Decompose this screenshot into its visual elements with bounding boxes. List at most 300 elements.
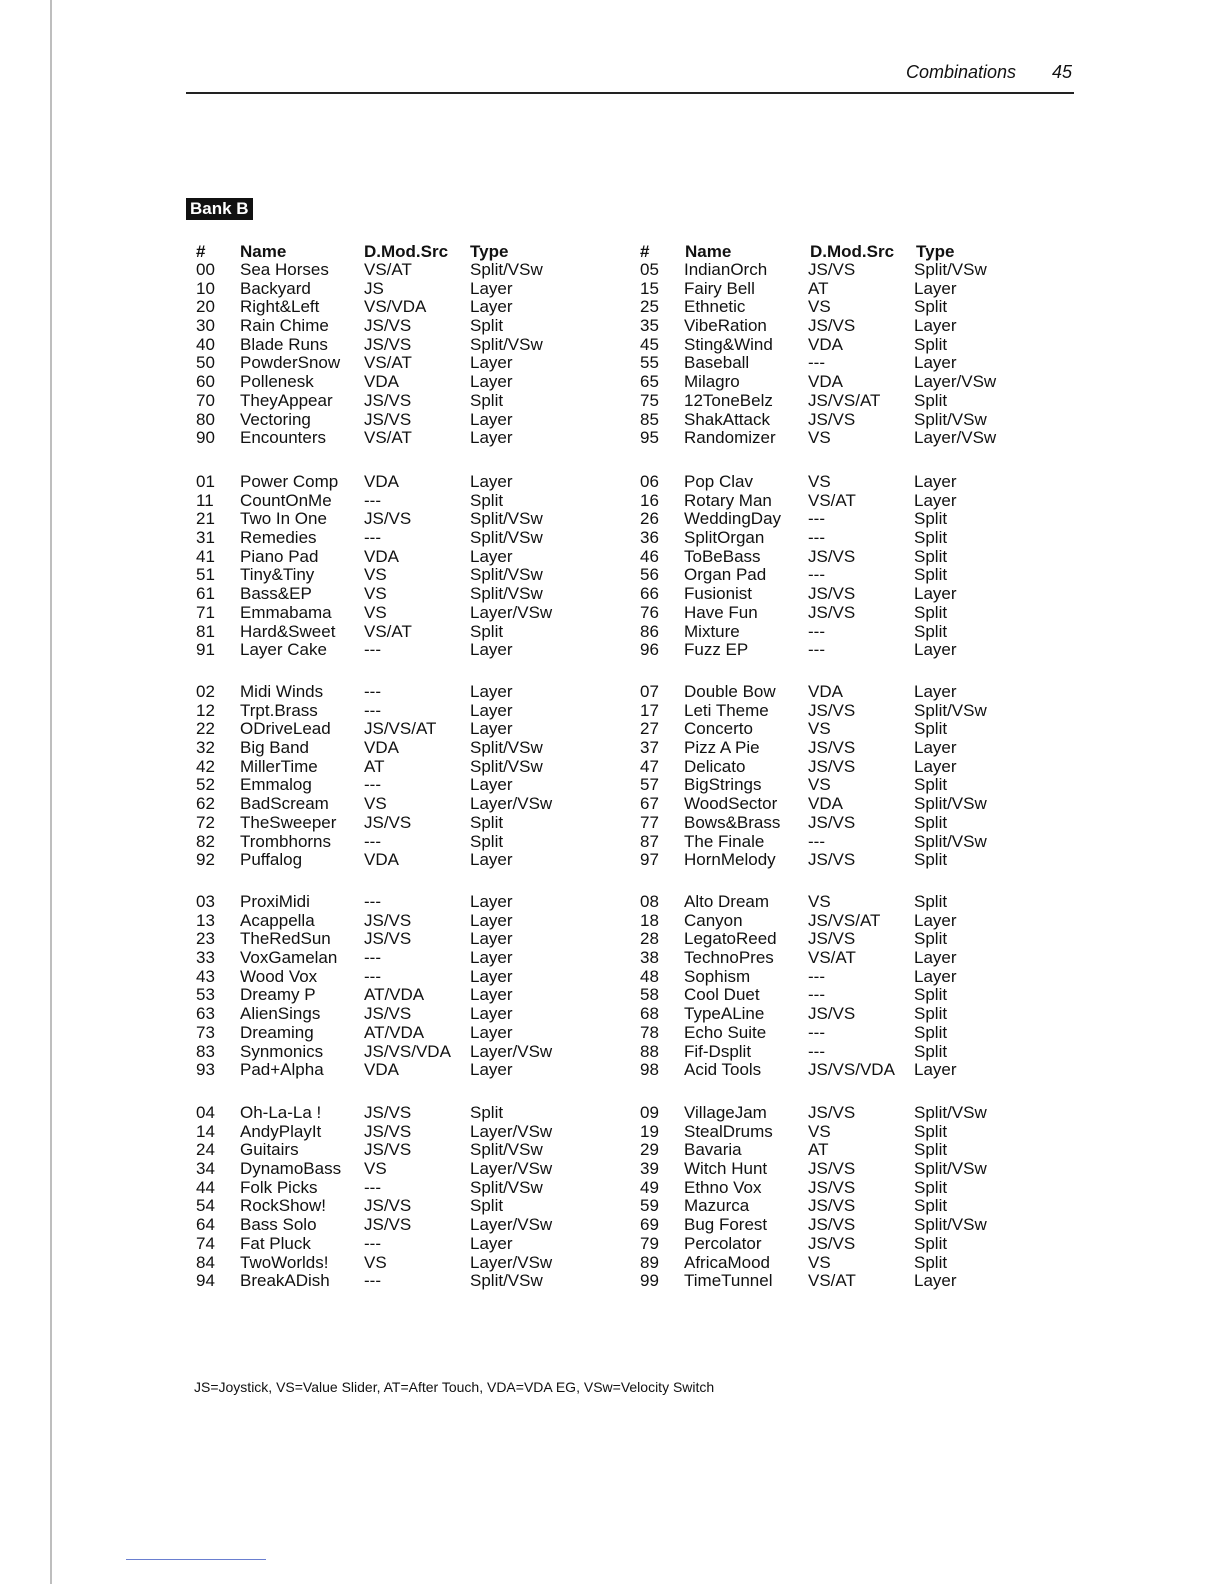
combi-type: Split <box>914 390 948 410</box>
combi-number: 27 <box>640 719 659 739</box>
combi-type: Layer <box>914 472 957 491</box>
combi-type: Layer/VSw <box>470 1121 553 1141</box>
table-row <box>640 1216 1040 1235</box>
mod-source: VS <box>808 428 831 448</box>
combi-number: 15 <box>640 278 659 298</box>
combi-number: 64 <box>196 1215 215 1235</box>
table-row <box>196 548 596 567</box>
table-row <box>640 912 1040 931</box>
combi-name: TechnoPres <box>684 948 774 968</box>
combi-number: 90 <box>196 428 215 448</box>
table-row <box>640 298 1040 317</box>
combi-name: Leti Theme <box>684 700 769 720</box>
combi-type: Split <box>914 602 948 622</box>
combi-name: Fif-Dsplit <box>684 1041 752 1061</box>
table-row <box>640 683 1040 702</box>
table-row <box>196 280 596 299</box>
table-row <box>196 492 596 511</box>
combi-number: 82 <box>196 831 215 851</box>
table-row <box>196 585 596 604</box>
mod-source: JS/VS/AT <box>808 910 881 930</box>
combi-number: 58 <box>640 985 659 1005</box>
combi-name: IndianOrch <box>684 260 768 279</box>
right-header-src: D.Mod.Src <box>810 242 895 261</box>
table-row <box>640 585 1040 604</box>
mod-source: VS <box>364 565 387 585</box>
table-row <box>196 510 596 529</box>
combi-number: 04 <box>196 1103 215 1122</box>
combi-type: Split <box>914 546 948 566</box>
mod-source: JS/VS <box>364 812 412 832</box>
combi-type: Split <box>914 1022 948 1042</box>
table-row <box>640 280 1040 299</box>
combi-type: Layer <box>470 966 513 986</box>
combi-name: BadScream <box>240 794 329 814</box>
table-row <box>640 1141 1040 1160</box>
table-row <box>196 623 596 642</box>
combi-name: ShakAttack <box>684 409 770 429</box>
combi-number: 13 <box>196 910 215 930</box>
combi-name: Layer Cake <box>240 640 327 660</box>
table-row <box>196 298 596 317</box>
combi-type: Layer <box>914 1271 957 1291</box>
mod-source: --- <box>808 640 825 660</box>
combi-type: Layer/VSw <box>470 602 553 622</box>
combi-type: Layer <box>914 948 957 968</box>
table-row <box>640 641 1040 660</box>
combi-type: Layer <box>470 850 513 870</box>
combi-type: Split <box>914 775 948 795</box>
mod-source: JS/VS <box>808 738 856 758</box>
combi-number: 34 <box>196 1159 215 1179</box>
combi-type: Layer <box>914 910 957 930</box>
combi-name: PowderSnow <box>240 353 341 373</box>
combi-name: Trpt.Brass <box>240 700 318 720</box>
combi-type: Split/VSw <box>470 334 543 354</box>
table-row <box>640 510 1040 529</box>
mod-source: JS/VS/AT <box>808 390 881 410</box>
combi-type: Split <box>470 1103 504 1122</box>
combi-type: Split/VSw <box>914 1103 987 1122</box>
combi-number: 22 <box>196 719 215 739</box>
combi-number: 91 <box>196 640 215 660</box>
combi-name: Echo Suite <box>684 1022 767 1042</box>
mod-source: --- <box>364 775 381 795</box>
table-row <box>640 758 1040 777</box>
combi-type: Split <box>470 490 504 510</box>
table-row <box>640 720 1040 739</box>
combi-number: 80 <box>196 409 215 429</box>
combi-name: VillageJam <box>684 1103 767 1122</box>
combi-name: Acid Tools <box>684 1060 762 1080</box>
mod-source: JS/VS <box>808 1233 856 1253</box>
mod-source: --- <box>808 985 825 1005</box>
combi-type: Split/VSw <box>470 1177 543 1197</box>
table-row <box>640 548 1040 567</box>
table-row <box>196 720 596 739</box>
combi-type: Split/VSw <box>914 700 987 720</box>
combi-number: 70 <box>196 390 215 410</box>
combi-type: Layer <box>914 756 957 776</box>
mod-source: VDA <box>808 794 843 814</box>
combi-type: Split <box>470 621 504 641</box>
page-number: 45 <box>1052 62 1073 82</box>
combi-name: Midi Winds <box>240 682 324 701</box>
combi-name: Tiny&Tiny <box>240 565 315 585</box>
combi-type: Split/VSw <box>470 565 543 585</box>
combi-number: 32 <box>196 738 215 758</box>
mod-source: JS/VS <box>808 1159 856 1179</box>
combi-type: Split/VSw <box>914 260 987 279</box>
mod-source: --- <box>808 565 825 585</box>
mod-source: JS/VS <box>808 1215 856 1235</box>
table-row <box>196 604 596 623</box>
combi-type: Split <box>914 1252 948 1272</box>
combi-name: Rain Chime <box>240 316 329 336</box>
combi-name: Piano Pad <box>240 546 319 566</box>
table-row <box>640 1005 1040 1024</box>
mod-source: --- <box>808 1022 825 1042</box>
combi-number: 75 <box>640 390 659 410</box>
combi-type: Layer <box>914 1060 957 1080</box>
mod-source: VS/AT <box>808 1271 856 1291</box>
mod-source: JS/VS <box>808 850 856 870</box>
combi-name: Sea Horses <box>240 260 329 279</box>
scan-margin-line <box>50 0 52 1584</box>
combi-name: Concerto <box>684 719 753 739</box>
mod-source: JS/VS <box>808 1196 856 1216</box>
combi-type: Split <box>914 812 948 832</box>
combi-number: 92 <box>196 850 215 870</box>
table-row <box>640 1123 1040 1142</box>
combi-type: Layer/VSw <box>470 1252 553 1272</box>
mod-source: VDA <box>364 850 399 870</box>
mod-source: JS/VS <box>364 1103 412 1122</box>
table-row <box>640 336 1040 355</box>
combi-name: Trombhorns <box>240 831 332 851</box>
table-row <box>196 949 596 968</box>
mod-source: JS <box>364 278 384 298</box>
mod-source: VS <box>364 794 387 814</box>
combi-name: MillerTime <box>240 756 318 776</box>
combi-type: Split <box>914 1140 948 1160</box>
mod-source: AT <box>364 756 385 776</box>
table-row <box>640 1104 1040 1123</box>
mod-source: JS/VS <box>808 602 856 622</box>
mod-source: VDA <box>364 546 399 566</box>
combi-number: 21 <box>196 509 215 529</box>
combi-name: WoodSector <box>684 794 778 814</box>
combi-number: 29 <box>640 1140 659 1160</box>
combi-type: Layer <box>470 640 513 660</box>
combi-type: Split <box>914 929 948 949</box>
mod-source: JS/VS <box>808 1177 856 1197</box>
combi-type: Layer <box>470 353 513 373</box>
left-header-src: D.Mod.Src <box>364 242 449 261</box>
table-row <box>196 473 596 492</box>
combi-type: Layer <box>470 985 513 1005</box>
combi-name: Ethnetic <box>684 297 746 317</box>
combi-number: 79 <box>640 1233 659 1253</box>
table-row <box>640 354 1040 373</box>
mod-source: --- <box>364 490 381 510</box>
mod-source: VS/AT <box>364 353 412 373</box>
combi-type: Layer <box>914 353 957 373</box>
table-row <box>640 814 1040 833</box>
table-row <box>640 739 1040 758</box>
combi-number: 95 <box>640 428 659 448</box>
combi-number: 73 <box>196 1022 215 1042</box>
combi-type: Layer <box>470 372 513 392</box>
combi-type: Layer <box>470 892 513 911</box>
combi-name: WeddingDay <box>684 509 782 529</box>
table-row <box>196 317 596 336</box>
combi-type: Split <box>914 1196 948 1216</box>
combi-name: DynamoBass <box>240 1159 342 1179</box>
mod-source: --- <box>808 353 825 373</box>
table-row <box>640 776 1040 795</box>
mod-source: VDA <box>364 372 399 392</box>
combi-number: 20 <box>196 297 215 317</box>
combi-name: VoxGamelan <box>240 948 338 968</box>
combi-number: 84 <box>196 1252 215 1272</box>
mod-source: --- <box>364 831 381 851</box>
combi-name: Mazurca <box>684 1196 750 1216</box>
mod-source: JS/VS <box>364 1215 412 1235</box>
combi-number: 99 <box>640 1271 659 1291</box>
combi-type: Layer <box>470 546 513 566</box>
mod-source: JS/VS <box>808 409 856 429</box>
combi-type: Split/VSw <box>470 528 543 548</box>
mod-source: AT/VDA <box>364 1022 425 1042</box>
combi-type: Layer/VSw <box>470 1041 553 1061</box>
combi-number: 78 <box>640 1022 659 1042</box>
table-row <box>640 492 1040 511</box>
mod-source: --- <box>808 966 825 986</box>
combi-type: Split <box>470 812 504 832</box>
mod-source: VS <box>808 892 831 911</box>
combi-number: 37 <box>640 738 659 758</box>
mod-source: JS/VS/VDA <box>808 1060 895 1080</box>
mod-source: --- <box>364 700 381 720</box>
combi-name: ProxiMidi <box>240 892 310 911</box>
combi-type: Layer <box>914 316 957 336</box>
table-row <box>640 261 1040 280</box>
combi-name: Vectoring <box>240 409 311 429</box>
combi-type: Layer <box>470 1060 513 1080</box>
left-header-type: Type <box>470 242 509 261</box>
mod-source: VS/AT <box>364 428 412 448</box>
combi-type: Split <box>914 1004 948 1024</box>
table-row <box>196 373 596 392</box>
combi-type: Layer <box>914 490 957 510</box>
combi-type: Layer <box>914 584 957 604</box>
combi-name: Wood Vox <box>240 966 318 986</box>
table-row <box>196 1160 596 1179</box>
mod-source: --- <box>364 948 381 968</box>
table-row <box>196 1272 596 1291</box>
combi-number: 46 <box>640 546 659 566</box>
table-row <box>196 1043 596 1062</box>
table-row <box>196 641 596 660</box>
combi-name: Bass Solo <box>240 1215 317 1235</box>
combi-number: 12 <box>196 700 215 720</box>
combi-number: 43 <box>196 966 215 986</box>
combi-name: Synmonics <box>240 1041 324 1061</box>
combi-number: 11 <box>196 490 214 510</box>
combi-name: Blade Runs <box>240 334 328 354</box>
mod-source: JS/VS <box>808 1004 856 1024</box>
mod-source: --- <box>364 1177 381 1197</box>
combi-number: 55 <box>640 353 659 373</box>
combi-name: Oh-La-La ! <box>240 1103 322 1122</box>
mod-source: VS <box>364 1159 387 1179</box>
combi-number: 57 <box>640 775 659 795</box>
table-row <box>640 1235 1040 1254</box>
combi-type: Layer <box>470 428 513 448</box>
combi-type: Split <box>914 297 948 317</box>
table-row <box>640 373 1040 392</box>
combi-name: ToBeBass <box>684 546 761 566</box>
left-header-num: # <box>196 242 206 261</box>
mod-source: JS/VS/AT <box>364 719 437 739</box>
combi-name: Bug Forest <box>684 1215 768 1235</box>
mod-source: --- <box>364 528 381 548</box>
mod-source: VDA <box>364 472 399 491</box>
combi-number: 59 <box>640 1196 659 1216</box>
table-row <box>640 893 1040 912</box>
combi-name: TypeALine <box>684 1004 765 1024</box>
combi-name: Randomizer <box>684 428 776 448</box>
mod-source: JS/VS <box>808 584 856 604</box>
combi-name: Folk Picks <box>240 1177 318 1197</box>
mod-source: JS/VS <box>364 1196 412 1216</box>
combi-name: Dreaming <box>240 1022 314 1042</box>
combi-type: Layer <box>470 472 513 491</box>
combi-number: 03 <box>196 892 215 911</box>
combi-name: Emmabama <box>240 602 332 622</box>
combi-name: Bavaria <box>684 1140 742 1160</box>
combi-number: 97 <box>640 850 659 870</box>
mod-source: VS <box>808 775 831 795</box>
mod-source: JS/VS <box>808 700 856 720</box>
combi-type: Split <box>914 1121 948 1141</box>
combi-type: Split <box>470 1196 504 1216</box>
combi-number: 65 <box>640 372 659 392</box>
combi-number: 09 <box>640 1103 659 1122</box>
combi-type: Split/VSw <box>470 738 543 758</box>
combi-type: Split <box>470 390 504 410</box>
combi-name: Cool Duet <box>684 985 760 1005</box>
combi-name: Big Band <box>240 738 309 758</box>
combi-type: Layer <box>470 409 513 429</box>
combi-number: 62 <box>196 794 215 814</box>
combi-number: 48 <box>640 966 659 986</box>
combi-number: 31 <box>196 528 215 548</box>
mod-source: VS/AT <box>364 260 412 279</box>
table-row <box>196 851 596 870</box>
table-row <box>196 1179 596 1198</box>
combi-type: Layer/VSw <box>470 1159 553 1179</box>
combi-type: Split/VSw <box>914 1215 987 1235</box>
combi-number: 01 <box>196 472 215 491</box>
combi-number: 83 <box>196 1041 215 1061</box>
combi-number: 36 <box>640 528 659 548</box>
combi-name: Guitairs <box>240 1140 299 1160</box>
combi-name: Fairy Bell <box>684 278 755 298</box>
footnote: JS=Joystick, VS=Value Slider, AT=After Touch, VDA=VDA EG, VSw=Velocity Switch <box>194 1379 715 1395</box>
table-row <box>196 566 596 585</box>
mod-source: --- <box>364 966 381 986</box>
combi-number: 08 <box>640 892 659 911</box>
combi-name: Rotary Man <box>684 490 772 510</box>
mod-source: JS/VS <box>808 546 856 566</box>
combi-type: Layer <box>914 738 957 758</box>
combi-type: Layer <box>470 700 513 720</box>
table-row <box>640 1254 1040 1273</box>
left-group <box>196 893 596 1080</box>
mod-source: JS/VS <box>364 334 412 354</box>
table-row <box>640 411 1040 430</box>
combi-name: Sophism <box>684 966 751 986</box>
table-row <box>640 1272 1040 1291</box>
combi-number: 06 <box>640 472 659 491</box>
table-row <box>196 1141 596 1160</box>
combi-number: 63 <box>196 1004 215 1024</box>
combi-name: CountOnMe <box>240 490 332 510</box>
combi-name: RockShow! <box>240 1196 326 1216</box>
table-row <box>196 1024 596 1043</box>
header-rule <box>186 92 1074 94</box>
combi-name: Hard&Sweet <box>240 621 336 641</box>
mod-source: AT/VDA <box>364 985 425 1005</box>
mod-source: JS/VS <box>364 390 412 410</box>
mod-source: VS <box>808 1121 831 1141</box>
combi-name: Acappella <box>240 910 315 930</box>
mod-source: --- <box>808 509 825 529</box>
table-row <box>640 529 1040 548</box>
mod-source: VS <box>364 1252 387 1272</box>
combi-name: AfricaMood <box>684 1252 770 1272</box>
combi-number: 88 <box>640 1041 659 1061</box>
table-row <box>640 795 1040 814</box>
table-row <box>640 1043 1040 1062</box>
combi-name: VibeRation <box>684 316 767 336</box>
footnote-rule <box>126 1559 266 1560</box>
mod-source: --- <box>364 640 381 660</box>
table-row <box>640 986 1040 1005</box>
combi-number: 07 <box>640 682 659 701</box>
table-row <box>640 473 1040 492</box>
table-row <box>640 1160 1040 1179</box>
left-header-name: Name <box>240 242 287 261</box>
combi-number: 85 <box>640 409 659 429</box>
mod-source: JS/VS <box>364 316 412 336</box>
combi-name: SplitOrgan <box>684 528 765 548</box>
right-group <box>640 893 1040 1080</box>
table-row <box>196 1197 596 1216</box>
combi-type: Layer <box>470 278 513 298</box>
mod-source: VS/AT <box>808 490 856 510</box>
combi-type: Layer <box>470 297 513 317</box>
combi-number: 44 <box>196 1177 215 1197</box>
combi-number: 81 <box>196 621 215 641</box>
mod-source: VDA <box>364 1060 399 1080</box>
combi-name: TwoWorlds! <box>240 1252 329 1272</box>
mod-source: JS/VS <box>364 910 412 930</box>
combi-number: 10 <box>196 278 215 298</box>
combi-type: Split <box>914 1177 948 1197</box>
